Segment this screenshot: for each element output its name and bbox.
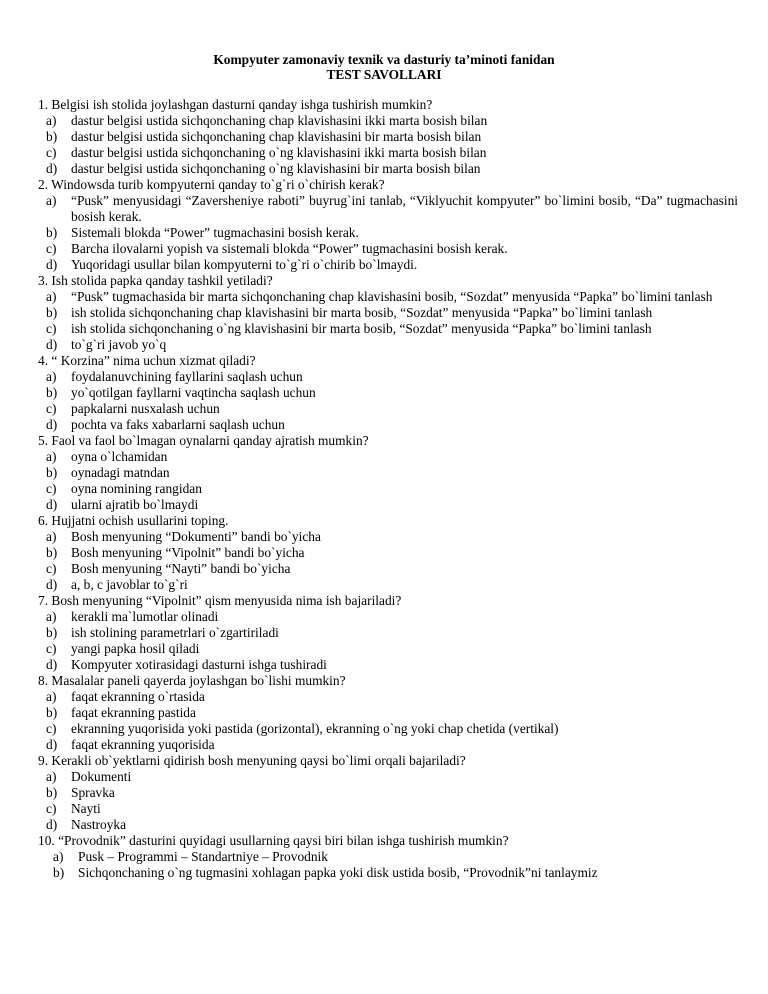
option-letter: a) (53, 849, 64, 864)
answer-options (38, 193, 738, 273)
option-letter: a) (46, 449, 57, 464)
option-letter: b) (46, 129, 58, 144)
option-letter: b) (46, 465, 58, 480)
option-letter: b) (46, 625, 58, 640)
option-text: yangi papka hosil qiladi (71, 641, 200, 656)
option-text: oyna o`lchamidan (71, 449, 168, 464)
answer-options (38, 769, 738, 833)
answer-option (38, 225, 738, 241)
question-item (38, 513, 738, 593)
answer-option (38, 321, 738, 337)
answer-options (38, 849, 738, 881)
question-text (38, 273, 738, 289)
option-text: Dokumenti (71, 769, 132, 784)
answer-option (38, 721, 738, 737)
answer-option (38, 257, 738, 273)
question-item (38, 433, 738, 513)
option-letter: d) (46, 577, 58, 592)
option-text: ekranning yuqorisida yoki pastida (gorizontal), ekranning o`ng yoki chap chetida (vertikal) (71, 721, 559, 736)
answer-option (38, 785, 738, 801)
answer-options (38, 113, 738, 177)
answer-option (38, 865, 738, 881)
option-text: papkalarni nusxalash uchun (71, 401, 220, 416)
answer-option (38, 657, 738, 673)
option-letter: a) (46, 369, 57, 384)
answer-option (38, 497, 738, 513)
question-label: Bosh menyuning “Vipolnit” qism menyusida nima ish bajariladi? (51, 593, 402, 608)
option-text: faqat ekranning o`rtasida (71, 689, 205, 704)
option-text: oynadagi matndan (71, 465, 170, 480)
answer-option (38, 737, 738, 753)
answer-option (38, 849, 738, 865)
question-item (38, 273, 738, 353)
option-letter: c) (46, 481, 57, 496)
option-letter: b) (53, 865, 65, 880)
option-text: foydalanuvchining fayllarini saqlash uchun (71, 369, 303, 384)
question-item (38, 97, 738, 177)
option-text: oyna nomining rangidan (71, 481, 202, 496)
document-subtitle: TEST SAVOLLARI (326, 67, 442, 82)
option-text: faqat ekranning pastida (71, 705, 196, 720)
option-letter: a) (46, 289, 57, 304)
option-text: “Pusk” menyusidagi “Zaversheniye raboti” buyrug`ini tanlab, “Viklyuchit kompyuter” bo`limini bosib, “Da” tugmachasini bosish kerak. (71, 193, 738, 224)
option-letter: b) (46, 705, 58, 720)
answer-options (38, 369, 738, 433)
question-number: 2. (38, 177, 49, 192)
option-text: “Pusk” tugmachasida bir marta sichqonchaning chap klavishasini bosib, “Sozdat” menyusida “Papka” bo`limini tanlash (71, 289, 713, 304)
question-text (38, 433, 738, 449)
question-text (38, 97, 738, 113)
option-letter: b) (46, 385, 58, 400)
question-number: 1. (38, 97, 49, 112)
option-text: ish stolida sichqonchaning o`ng klavishasini bir marta bosib, “Sozdat” menyusida “Papka” bo`limini tanlash (71, 321, 652, 336)
answer-option (38, 305, 738, 321)
option-letter: c) (46, 145, 57, 160)
question-number: 8. (38, 673, 49, 688)
option-letter: c) (46, 321, 57, 336)
option-text: Nayti (71, 801, 101, 816)
answer-option (38, 337, 738, 353)
option-letter: a) (46, 193, 57, 208)
option-letter: c) (46, 561, 57, 576)
question-number: 3. (38, 273, 49, 288)
question-number: 6. (38, 513, 49, 528)
answer-option (38, 113, 738, 129)
answer-option (38, 817, 738, 833)
option-text: yo`qotilgan fayllarni vaqtincha saqlash uchun (71, 385, 316, 400)
answer-option (38, 529, 738, 545)
option-letter: c) (46, 801, 57, 816)
question-text (38, 353, 738, 369)
answer-options (38, 289, 738, 353)
answer-option (38, 561, 738, 577)
option-letter: c) (46, 401, 57, 416)
option-letter: d) (46, 417, 58, 432)
option-letter: d) (46, 161, 58, 176)
option-letter: d) (46, 657, 58, 672)
question-text (38, 673, 738, 689)
question-item (38, 353, 738, 433)
option-text: Barcha ilovalarni yopish va sistemali blokda “Power” tugmachasini bosish kerak. (71, 241, 508, 256)
answer-option (38, 465, 738, 481)
answer-option (38, 481, 738, 497)
question-item (38, 753, 738, 833)
option-letter: b) (46, 225, 58, 240)
answer-option (38, 369, 738, 385)
option-letter: d) (46, 817, 58, 832)
question-label: Windowsda turib kompyuterni qanday to`g`ri o`chirish kerak? (51, 177, 385, 192)
option-text: Pusk – Programmi – Standartniye – Provodnik (78, 849, 328, 864)
answer-option (38, 705, 738, 721)
answer-option (38, 609, 738, 625)
option-text: Bosh menyuning “Nayti” bandi bo`yicha (71, 561, 291, 576)
question-number: 5. (38, 433, 49, 448)
option-text: pochta va faks xabarlarni saqlash uchun (71, 417, 285, 432)
option-text: kerakli ma`lumotlar olinadi (71, 609, 219, 624)
question-text (38, 513, 738, 529)
option-letter: a) (46, 609, 57, 624)
answer-option (38, 545, 738, 561)
option-letter: d) (46, 497, 58, 512)
answer-option (38, 625, 738, 641)
option-letter: b) (46, 305, 58, 320)
question-text (38, 177, 738, 193)
document-title: Kompyuter zamonaviy texnik va dasturiy ta’minoti fanidan (213, 52, 555, 67)
question-item (38, 593, 738, 673)
option-text: to`g`ri javob yo`q (71, 337, 167, 352)
option-letter: b) (46, 545, 58, 560)
option-text: ish stolining parametrlari o`zgartiriladi (71, 625, 279, 640)
option-text: Bosh menyuning “Vipolnit” bandi bo`yicha (71, 545, 305, 560)
answer-option (38, 129, 738, 145)
question-label: “ Korzina” nima uchun xizmat qiladi? (51, 353, 256, 368)
option-letter: c) (46, 241, 57, 256)
question-label: Ish stolida papka qanday tashkil yetiladi? (51, 273, 273, 288)
option-letter: a) (46, 529, 57, 544)
option-text: Sistemali blokda “Power” tugmachasini bosish kerak. (71, 225, 359, 240)
question-label: “Provodnik” dasturini quyidagi usullarning qaysi biri bilan ishga tushirish mumkin? (58, 833, 509, 848)
option-text: dastur belgisi ustida sichqonchaning chap klavishasini ikki marta bosish bilan (71, 113, 488, 128)
answer-option (38, 449, 738, 465)
option-text: ularni ajratib bo`lmaydi (71, 497, 199, 512)
question-label: Hujjatni ochish usullarini toping. (51, 513, 229, 528)
option-text: Bosh menyuning “Dokumenti” bandi bo`yicha (71, 529, 321, 544)
option-letter: b) (46, 785, 58, 800)
question-item (38, 673, 738, 753)
answer-options (38, 609, 738, 673)
answer-option (38, 161, 738, 177)
question-number: 7. (38, 593, 49, 608)
document-header (0, 52, 768, 82)
option-text: Spravka (71, 785, 115, 800)
option-letter: d) (46, 257, 58, 272)
option-text: Yuqoridagi usullar bilan kompyuterni to`g`ri o`chirib bo`lmaydi. (71, 257, 418, 272)
option-letter: c) (46, 641, 57, 656)
answer-option (38, 417, 738, 433)
question-text (38, 833, 738, 849)
option-letter: a) (46, 769, 57, 784)
answer-option (38, 193, 738, 225)
option-letter: a) (46, 689, 57, 704)
option-letter: d) (46, 737, 58, 752)
answer-option (38, 577, 738, 593)
answer-option (38, 145, 738, 161)
answer-option (38, 769, 738, 785)
option-text: faqat ekranning yuqorisida (71, 737, 215, 752)
option-letter: a) (46, 113, 57, 128)
question-number: 10. (38, 833, 55, 848)
answer-option (38, 385, 738, 401)
option-letter: c) (46, 721, 57, 736)
option-text: ish stolida sichqonchaning chap klavishasini bir marta bosib, “Sozdat” menyusida “Papka” bo`limini tanlash (71, 305, 653, 320)
answer-option (38, 241, 738, 257)
question-item (38, 833, 738, 881)
answer-option (38, 289, 738, 305)
question-item (38, 177, 738, 273)
option-letter: d) (46, 337, 58, 352)
question-number: 9. (38, 753, 49, 768)
question-list (38, 97, 738, 881)
option-text: dastur belgisi ustida sichqonchaning chap klavishasini bir marta bosish bilan (71, 129, 482, 144)
answer-options (38, 449, 738, 513)
answer-option (38, 641, 738, 657)
answer-options (38, 689, 738, 753)
question-label: Kerakli ob`yektlarni qidirish bosh menyuning qaysi bo`limi orqali bajariladi? (51, 753, 466, 768)
question-text (38, 593, 738, 609)
answer-options (38, 529, 738, 593)
question-number: 4. (38, 353, 49, 368)
question-label: Belgisi ish stolida joylashgan dasturni qanday ishga tushirish mumkin? (51, 97, 433, 112)
question-label: Faol va faol bo`lmagan oynalarni qanday ajratish mumkin? (51, 433, 369, 448)
answer-option (38, 401, 738, 417)
question-text (38, 753, 738, 769)
option-text: Kompyuter xotirasidagi dasturni ishga tushiradi (71, 657, 327, 672)
option-text: Sichqonchaning o`ng tugmasini xohlagan papka yoki disk ustida bosib, “Provodnik”ni tanlaymiz (78, 865, 598, 880)
option-text: a, b, c javoblar to`g`ri (71, 577, 188, 592)
question-label: Masalalar paneli qayerda joylashgan bo`lishi mumkin? (51, 673, 346, 688)
answer-option (38, 801, 738, 817)
option-text: dastur belgisi ustida sichqonchaning o`ng klavishasini ikki marta bosish bilan (71, 145, 487, 160)
answer-option (38, 689, 738, 705)
option-text: dastur belgisi ustida sichqonchaning o`ng klavishasini bir marta bosish bilan (71, 161, 481, 176)
option-text: Nastroyka (71, 817, 127, 832)
